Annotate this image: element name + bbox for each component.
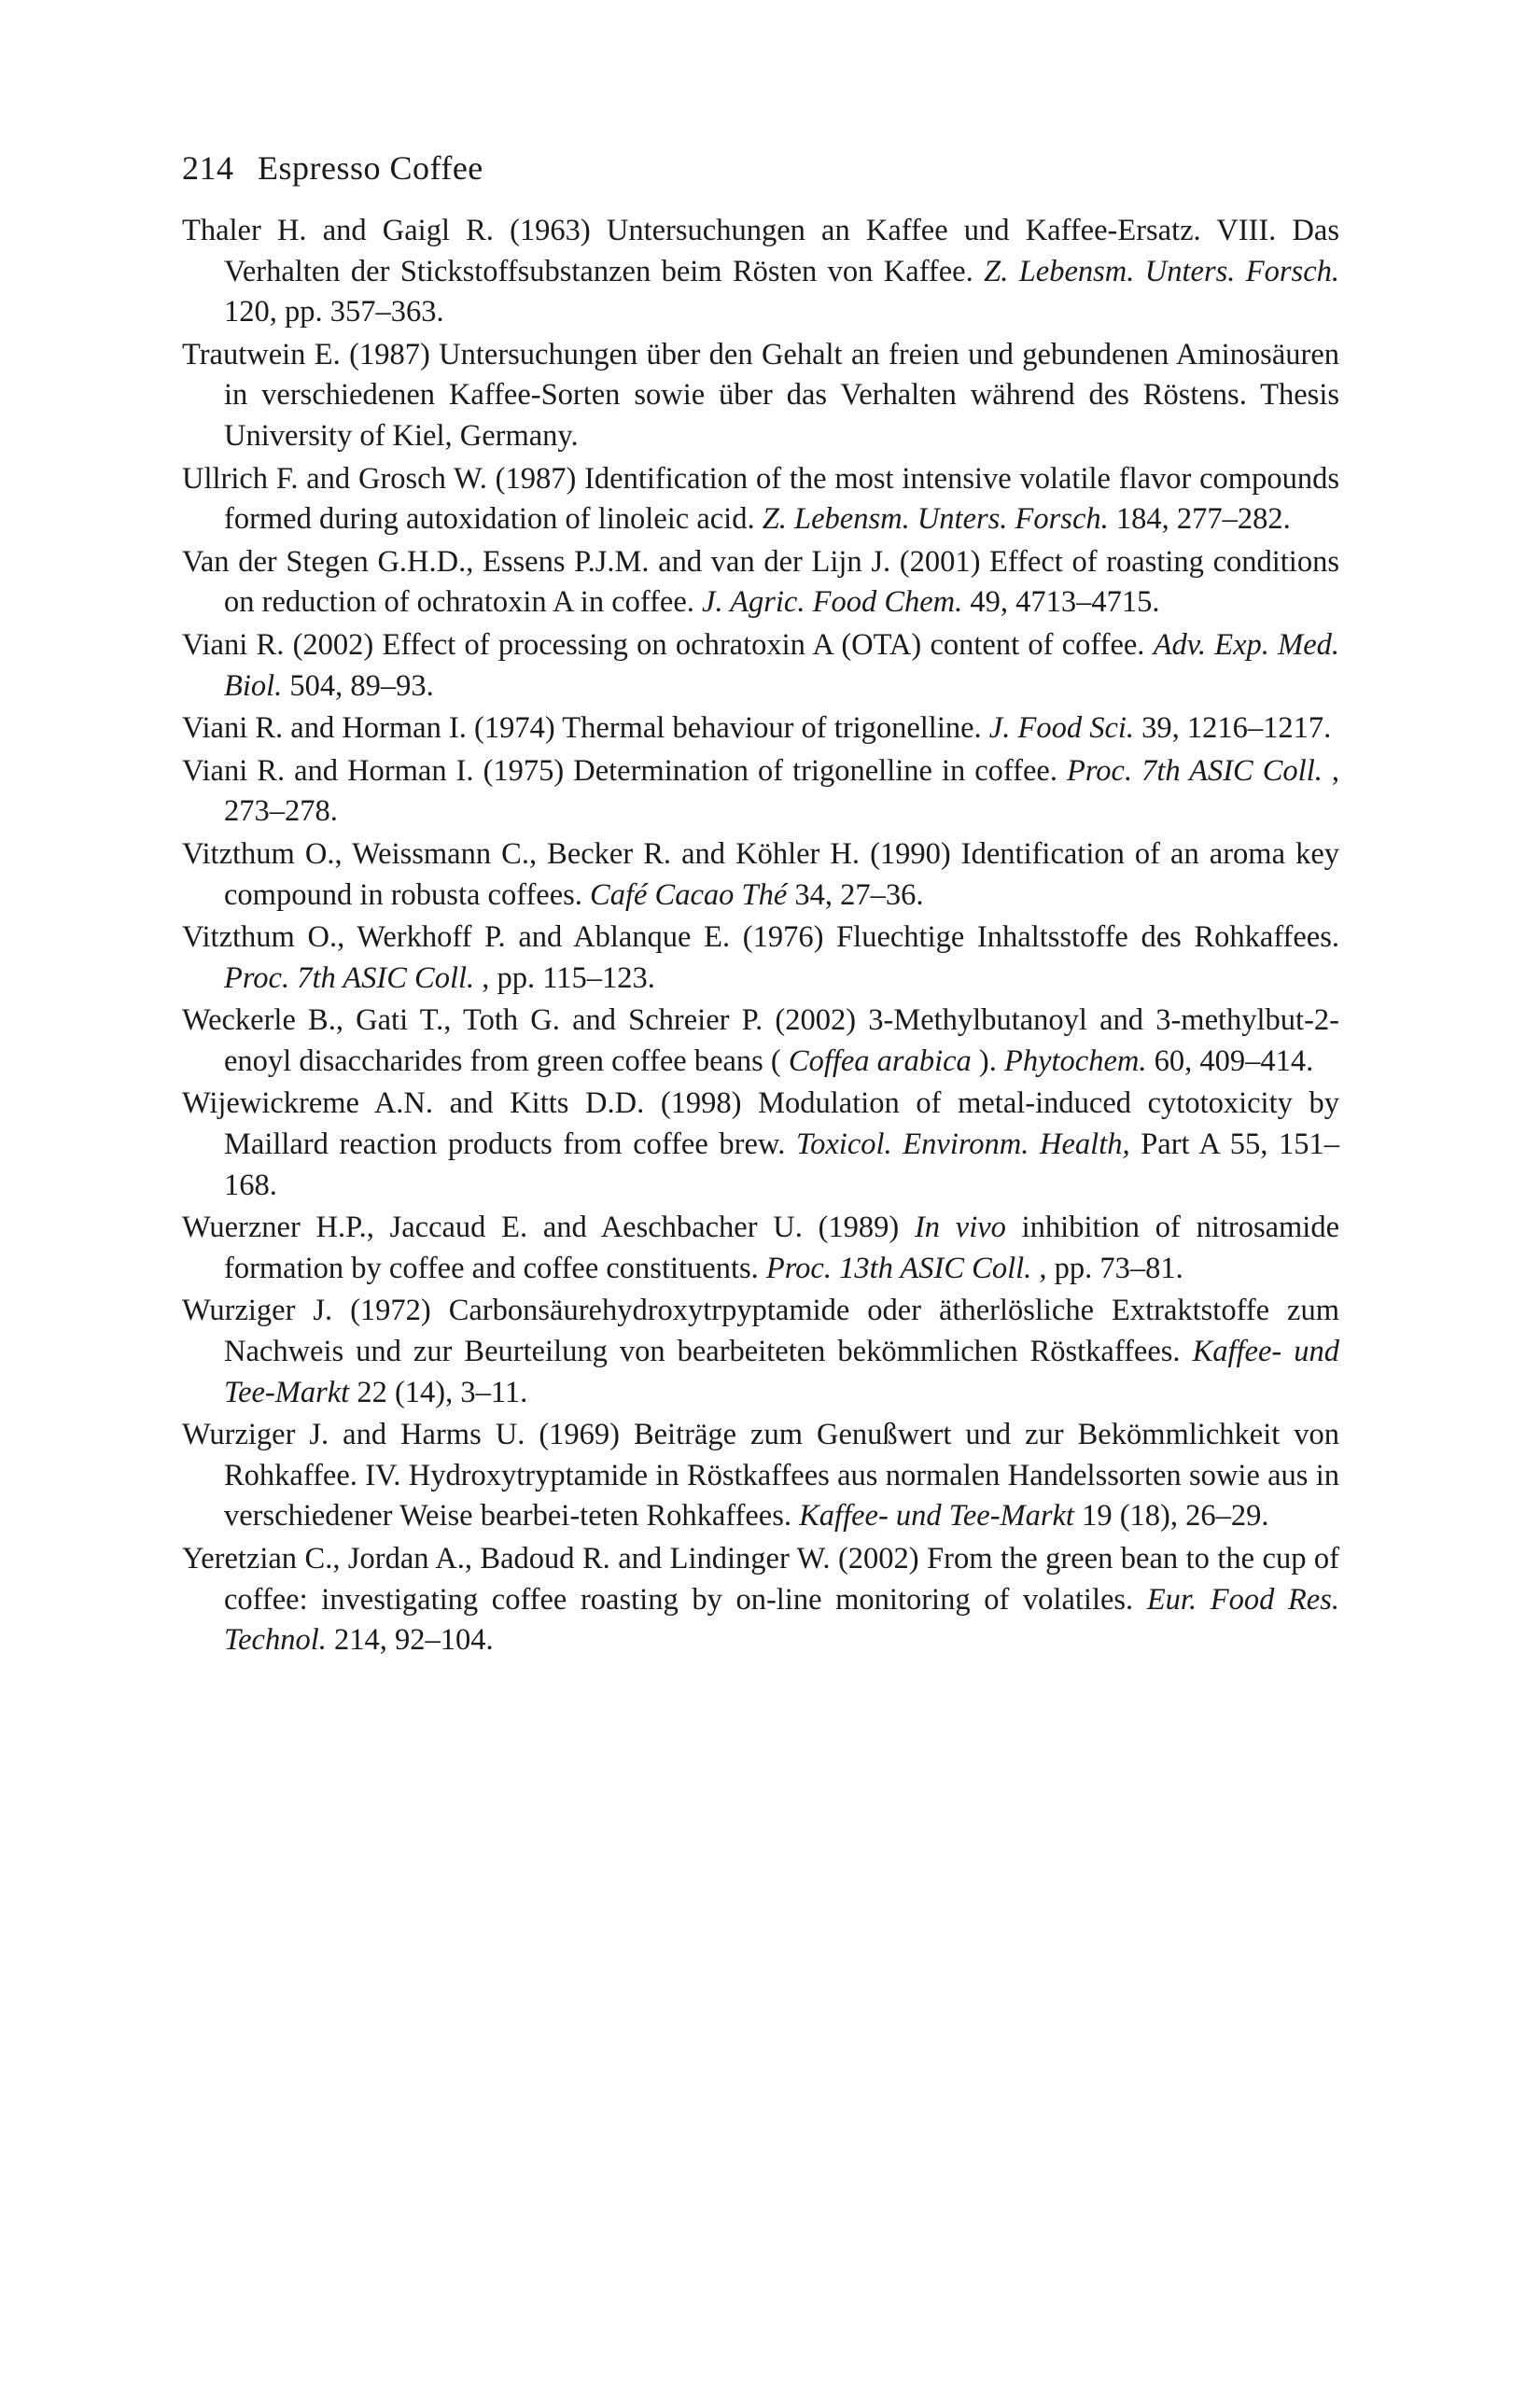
reference-text: 19 (18), 26–29.: [1082, 1499, 1269, 1534]
reference-entry: [182, 211, 1339, 333]
reference-list: [182, 211, 1339, 1661]
reference-journal: Z. Lebensm. Unters. Forsch.: [762, 502, 1109, 537]
reference-journal: Café Cacao Thé: [590, 877, 788, 912]
reference-entry: [182, 1001, 1339, 1082]
reference-text: Weckerle B., Gati T., Toth G. and Schreier P. (2002) 3-Methylbutanoyl and 3-methylbut-2-enoyl disaccharides from green coffee beans (: [182, 1003, 1339, 1078]
reference-text: , pp. 115–123.: [482, 960, 655, 995]
reference-entry: [182, 751, 1339, 833]
reference-text: Vitzthum O., Weissmann C., Becker R. and Köhler H. (1990) Identification of an aroma key compound in robusta coffees.: [182, 836, 1339, 912]
running-head: [182, 147, 1339, 189]
reference-journal: Kaffee- und Tee-Markt: [799, 1499, 1074, 1534]
reference-text: inhibition of nitrosamide formation by coffee and coffee constituents.: [224, 1211, 1340, 1285]
book-title: Espresso Coffee: [258, 149, 483, 187]
reference-journal: Proc. 13th ASIC Coll.: [765, 1251, 1032, 1285]
reference-text: Wuerzner H.P., Jaccaud E. and Aeschbacher U. (1989): [182, 1211, 900, 1245]
reference-journal: In vivo: [914, 1211, 1006, 1245]
reference-text: , pp. 73–81.: [1039, 1251, 1183, 1285]
reference-text: Thaler H. and Gaigl R. (1963) Untersuchungen an Kaffee und Kaffee-Ersatz. VIII. Das Verhalten der Stickstoffsubstanzen beim Rösten von Kaffee.: [182, 214, 1339, 288]
reference-text: 214, 92–104.: [333, 1623, 494, 1658]
reference-entry: [182, 708, 1339, 749]
reference-text: Viani R. and Horman I. (1975) Determination of trigonelline in coffee.: [182, 753, 1057, 788]
reference-journal: Toxicol. Environm. Health,: [796, 1127, 1130, 1162]
reference-text: 22 (14), 3–11.: [357, 1375, 528, 1409]
reference-entry: [182, 459, 1339, 540]
reference-entry: [182, 917, 1339, 999]
reference-journal: Kaffee- und Tee-Markt: [224, 1335, 1339, 1409]
reference-text: Part A 55, 151–168.: [224, 1127, 1339, 1202]
reference-journal: Adv. Exp. Med. Biol.: [224, 627, 1340, 703]
reference-text: Ullrich F. and Grosch W. (1987) Identification of the most intensive volatile flavor compounds formed during autoxidation of linoleic acid.: [182, 461, 1339, 537]
reference-text: ).: [978, 1043, 997, 1078]
reference-journal: J. Agric. Food Chem.: [702, 585, 963, 620]
reference-text: , 273–278.: [224, 753, 1340, 829]
reference-text: Wurziger J. and Harms U. (1969) Beiträge zum Genußwert und zur Bekömmlichkeit von Rohkaffee. IV. Hydroxytryptamide in Röstkaffees aus normalen Handelssorten sowie aus in verschiedener Weise bearbei-teten Rohkaffees.: [182, 1418, 1339, 1534]
reference-entry: [182, 1208, 1339, 1289]
reference-entry: [182, 1415, 1339, 1537]
reference-entry: [182, 625, 1339, 707]
reference-text: Viani R. (2002) Effect of processing on ochratoxin A (OTA) content of coffee.: [182, 627, 1145, 662]
reference-journal: Eur. Food Res. Technol.: [224, 1582, 1340, 1658]
reference-entry: [182, 1084, 1339, 1206]
reference-text: 184, 277–282.: [1115, 502, 1291, 537]
reference-text: Vitzthum O., Werkhoff P. and Ablanque E. (1976) Fluechtige Inhaltsstoffe des Rohkaffees.: [182, 920, 1339, 955]
reference-entry: [182, 542, 1339, 623]
reference-text: Yeretzian C., Jordan A., Badoud R. and Lindinger W. (2002) From the green bean to the cup of coffee: investigating coffee roasting by on-line monitoring of volatiles.: [182, 1542, 1339, 1617]
reference-journal: J. Food Sci.: [988, 711, 1135, 746]
reference-text: Van der Stegen G.H.D., Essens P.J.M. and van der Lijn J. (2001) Effect of roasting conditions on reduction of ochratoxin A in coffee.: [182, 544, 1339, 620]
page: [182, 147, 1339, 1663]
reference-text: 60, 409–414.: [1154, 1043, 1314, 1078]
reference-text: Trautwein E. (1987) Untersuchungen über den Gehalt an freien und gebundenen Aminosäuren in verschiedenen Kaffee-Sorten sowie über das Verhalten während des Röstens. Thesis University of Kiel, Germany.: [182, 337, 1339, 453]
reference-text: 34, 27–36.: [794, 877, 924, 912]
reference-journal: Proc. 7th ASIC Coll.: [224, 960, 475, 995]
reference-journal: Proc. 7th ASIC Coll.: [1067, 753, 1323, 788]
reference-text: Wurziger J. (1972) Carbonsäurehydroxytrpyptamide oder ätherlösliche Extraktstoffe zum Nachweis und zur Beurteilung von bearbeiteten bekömmlichen Röstkaffees.: [182, 1294, 1339, 1369]
reference-text: 120, pp. 357–363.: [224, 295, 444, 329]
reference-entry: [182, 834, 1339, 916]
reference-entry: [182, 1539, 1339, 1661]
reference-text: Wijewickreme A.N. and Kitts D.D. (1998) Modulation of metal-induced cytotoxicity by Maillard reaction products from coffee brew.: [182, 1086, 1339, 1162]
reference-entry: [182, 1291, 1339, 1413]
reference-text: Viani R. and Horman I. (1974) Thermal behaviour of trigonelline.: [182, 711, 982, 746]
reference-text: 39, 1216–1217.: [1141, 711, 1332, 746]
reference-journal: Phytochem.: [1003, 1043, 1147, 1078]
reference-journal: Z. Lebensm. Unters. Forsch.: [984, 254, 1339, 288]
reference-text: 49, 4713–4715.: [970, 585, 1160, 620]
reference-text: 504, 89–93.: [289, 668, 434, 703]
page-number: 214: [182, 149, 234, 187]
reference-entry: [182, 335, 1339, 457]
reference-journal: Coffea arabica: [788, 1043, 972, 1078]
